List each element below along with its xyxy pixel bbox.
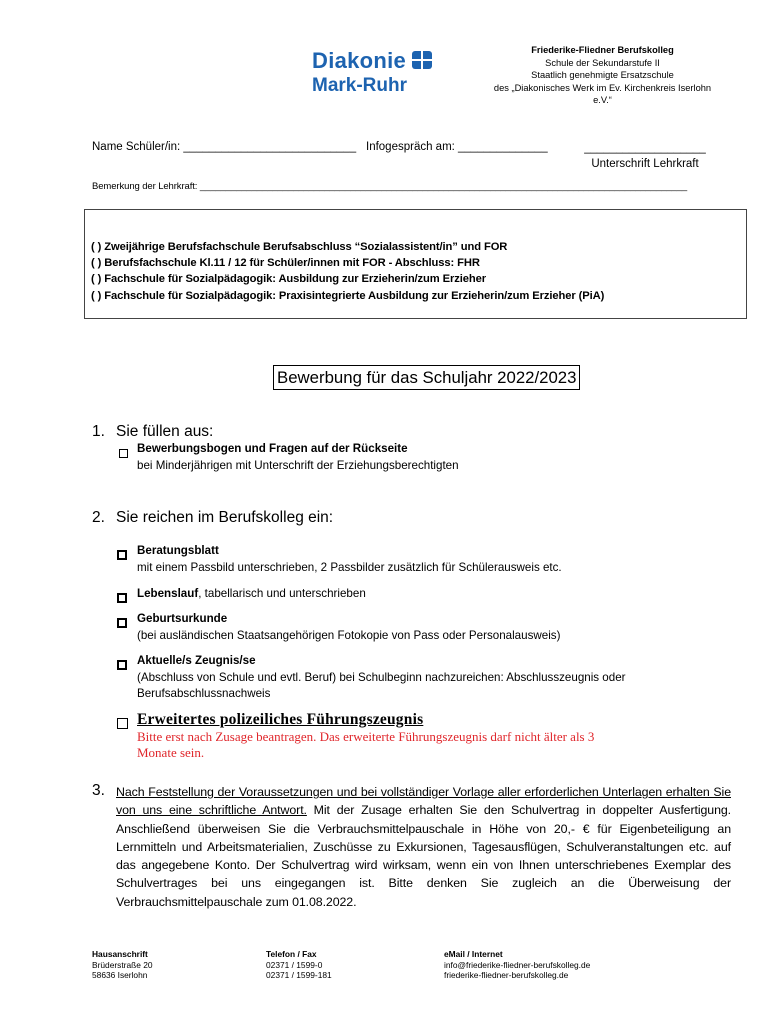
section1-item-title: Bewerbungsbogen und Fragen auf der Rückseite <box>137 442 408 455</box>
item-geburtsurkunde-title: Geburtsurkunde <box>137 612 228 625</box>
school-name: Friederike-Fliedner Berufskolleg <box>531 45 674 55</box>
program-option[interactable]: ( ) Fachschule für Sozialpädagogik: Ausbildung zur Erzieherin/zum Erzieher <box>91 273 486 286</box>
footer-address <box>92 949 153 981</box>
section3-underlined: Nach Feststellung der Voraussetzungen und bei vollständiger Vorlage aller erforderlichen Unterlagen erhalten Sie von uns eine schriftliche Antwort. <box>116 785 731 818</box>
diakonie-logo <box>312 50 434 95</box>
footer-fax-number: 02371 / 1599-181 <box>266 970 332 981</box>
section1-item-text: bei Minderjährigen mit Unterschrift der Erziehungsberechtigten <box>137 458 459 472</box>
section1-heading: Sie füllen aus: <box>116 423 214 440</box>
checkbox-fuehrungszeugnis[interactable] <box>117 716 128 734</box>
item-geburtsurkunde-text: (bei ausländischen Staatsangehörigen Fotokopie von Pass oder Personalausweis) <box>137 628 561 642</box>
footer-web-head: eMail / Internet <box>444 949 503 959</box>
section3-text: Mit der Zusage erhalten Sie den Schulvertrag in doppelter Ausfertigung. Anschließend überweisen Sie die Verbrauchsmittelpauschale in Höhe von 20,- € für Eigenbeteiligung an Lernmitteln und Arbeitsmaterialien, Zuschüsse zu Exkursionen, Tagesausflügen, Schulveranstaltungen etc. auf das angegebene Konto. Der Schulvertrag wird wirksam, wenn ein von Ihnen unterschriebenes Exemplar des Schulvertrages bei uns eingegangen ist. Bitte denken Sie zugleich an die Überweisung der Verbrauchsmittelpauschale zum 01.08.2022. <box>116 803 731 909</box>
footer-phone-head: Telefon / Fax <box>266 949 317 959</box>
item-zeugnis-title: Aktuelle/s Zeugnis/se <box>137 654 256 667</box>
signature-label: Unterschrift Lehrkraft <box>591 158 699 170</box>
school-info <box>480 44 725 107</box>
teacher-signature[interactable] <box>580 140 710 172</box>
checkbox-geburtsurkunde[interactable] <box>117 615 127 633</box>
footer-phone-number: 02371 / 1599-0 <box>266 959 323 970</box>
item-geburtsurkunde <box>137 611 560 644</box>
student-name-field[interactable]: Name Schüler/in: ___________________________ <box>92 141 357 153</box>
footer-email-link[interactable]: info@friederike-fliedner-berufskolleg.de <box>444 959 591 970</box>
item-fuehrungszeugnis <box>137 711 594 761</box>
school-operator-suffix: e.V.“ <box>593 95 612 106</box>
section1-number: 1. <box>92 423 105 440</box>
item-zeugnis-text-2: Berufsabschlussnachweis <box>137 687 271 700</box>
program-option[interactable]: ( ) Berufsfachschule Kl.11 / 12 für Schüler/innen mit FOR - Abschluss: FHR <box>91 257 480 270</box>
item-beratungsblatt-text: mit einem Passbild unterschrieben, 2 Passbilder zusätzlich für Schülerausweis etc. <box>137 560 562 574</box>
section1-checkbox[interactable] <box>119 445 128 463</box>
item-lebenslauf-text: , tabellarisch und unterschrieben <box>198 587 366 600</box>
item-fuehrungszeugnis-title: Erweitertes polizeiliches Führungszeugnis <box>137 711 424 728</box>
footer-street: Brüderstraße 20 <box>92 959 153 970</box>
footer-web <box>444 949 590 981</box>
logo-text-mark-ruhr: Mark-Ruhr <box>312 75 408 96</box>
program-list <box>91 239 604 304</box>
item-zeugnis <box>137 653 626 703</box>
section1-item <box>137 441 459 474</box>
footer-phone <box>266 949 332 981</box>
info-date-field[interactable]: Infogespräch am: ______________ <box>366 141 548 153</box>
checkbox-lebenslauf[interactable] <box>117 590 127 608</box>
application-title: Bewerbung für das Schuljahr 2022/2023 <box>273 365 580 390</box>
footer-city: 58636 Iserlohn <box>92 970 148 981</box>
signature-line: ___________________ <box>584 142 706 154</box>
item-beratungsblatt-title: Beratungsblatt <box>137 544 219 557</box>
program-option[interactable]: ( ) Zweijährige Berufsfachschule Berufsabschluss “Sozialassistent/in” und FOR <box>91 241 508 253</box>
section3-number: 3. <box>92 782 105 799</box>
school-type: Schule der Sekundarstufe II <box>545 57 660 68</box>
program-option[interactable]: ( ) Fachschule für Sozialpädagogik: Praxisintegrierte Ausbildung zur Erzieherin/zum Erzieher (PiA) <box>91 289 605 302</box>
section2-number: 2. <box>92 509 105 526</box>
item-zeugnis-text: (Abschluss von Schule und evtl. Beruf) bei Schulbeginn nachzureichen: Abschlusszeugnis oder <box>137 670 626 684</box>
fuehrungszeugnis-warning: Bitte erst nach Zusage beantragen. Das erweiterte Führungszeugnis darf nicht älter als 3 <box>137 729 595 744</box>
footer-address-head: Hausanschrift <box>92 949 148 959</box>
checkbox-zeugnis[interactable] <box>117 657 127 675</box>
item-lebenslauf-title: Lebenslauf <box>137 587 199 600</box>
teacher-remark-field[interactable]: Bemerkung der Lehrkraft: ______________________________________________________________________________________________ <box>92 181 688 192</box>
section2-heading: Sie reichen im Berufskolleg ein: <box>116 509 334 526</box>
fuehrungszeugnis-warning-2: Monate sein. <box>137 745 205 760</box>
school-operator: des „Diakonisches Werk im Ev. Kirchenkreis Iserlohn <box>493 82 712 93</box>
footer-website-link[interactable]: friederike-fliedner-berufskolleg.de <box>444 970 569 981</box>
item-lebenslauf <box>137 586 366 603</box>
school-status: Staatlich genehmigte Ersatzschule <box>531 70 674 81</box>
checkbox-beratungsblatt[interactable] <box>117 547 127 565</box>
item-beratungsblatt <box>137 543 562 576</box>
logo-text-diakonie: Diakonie <box>312 48 407 73</box>
diakonie-cross-icon <box>412 51 434 71</box>
section3-paragraph <box>116 783 731 911</box>
